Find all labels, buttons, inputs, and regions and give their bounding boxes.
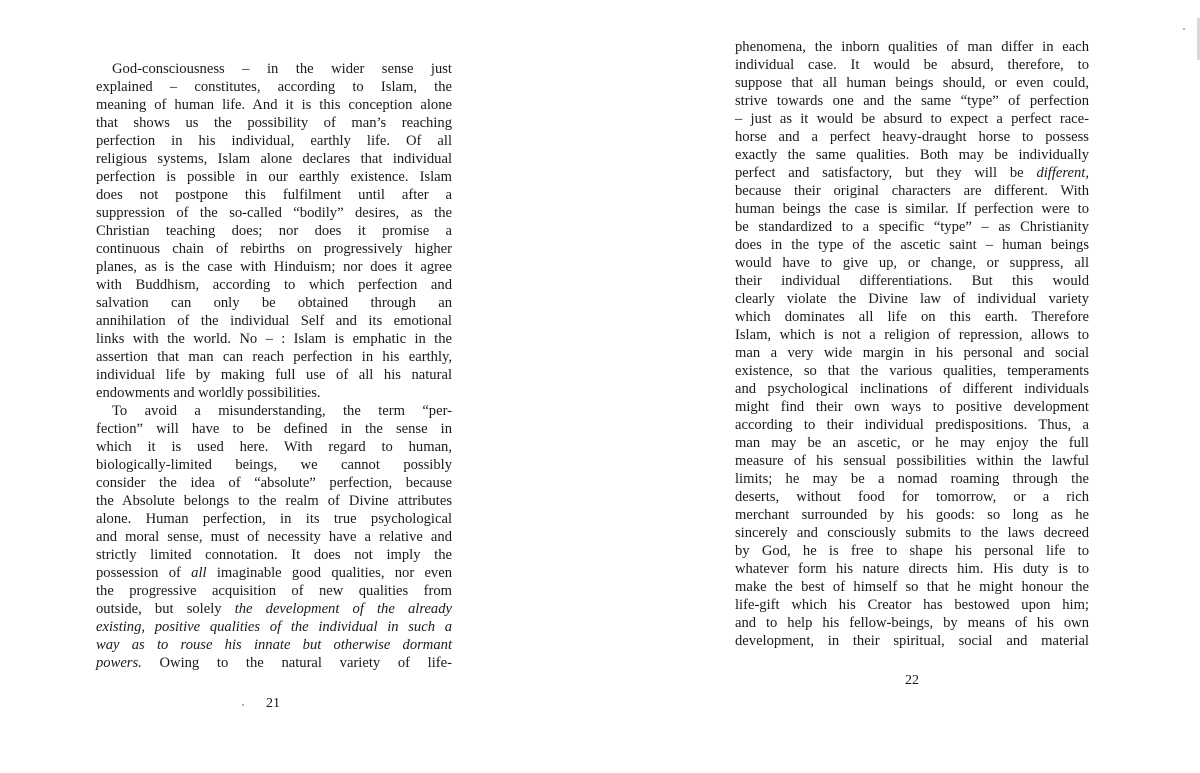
text-line: perfection is possible in our earthly existence. Islam: [96, 169, 452, 185]
text-line: which dominates all life on this earth. Therefore: [735, 309, 1089, 325]
text-line: strive towards one and the same “type” of perfection: [735, 93, 1089, 109]
text-line: that shows us the possibility of man’s reaching: [96, 115, 452, 131]
text-line: and to help his fellow-beings, by means of his own: [735, 615, 1089, 631]
scan-speck: [1183, 28, 1185, 30]
text-line: phenomena, the inborn qualities of man differ in each: [735, 39, 1089, 55]
text-line: exactly the same qualities. Both may be individually: [735, 147, 1089, 163]
text-line: according to their individual predispositions. Thus, a: [735, 417, 1089, 433]
text-line: powers. Owing to the natural variety of life-: [96, 655, 452, 671]
text-line: – just as it would be absurd to expect a perfect race-: [735, 111, 1089, 127]
right-page-body: [735, 38, 1089, 650]
text-line: whatever form his nature directs him. His duty is to: [735, 561, 1089, 577]
text-line: way as to rouse his innate but otherwise dormant: [96, 637, 452, 653]
text-line: To avoid a misunderstanding, the term “per-: [112, 403, 452, 419]
text-line: perfection in his individual, earthly life. Of all: [96, 133, 452, 149]
text-line: links with the world. No – : Islam is emphatic in the: [96, 331, 452, 347]
right-page: [735, 38, 1089, 650]
text-line: measure of his sensual possibilities within the lawful: [735, 453, 1089, 469]
text-line: horse and a perfect heavy-draught horse to possess: [735, 129, 1089, 145]
text-line: alone. Human perfection, in its true psychological: [96, 511, 452, 527]
text-line: possession of all imaginable good qualities, nor even: [96, 565, 453, 581]
text-line: the Absolute belongs to the realm of Divine attributes: [96, 493, 452, 509]
text-line: and psychological inclinations of different individuals: [735, 381, 1089, 397]
text-line: because their original characters are different. With: [735, 183, 1089, 199]
text-line: continuous chain of rebirths on progressively higher: [96, 241, 452, 257]
text-line: individual case. It would be absurd, therefore, to: [735, 57, 1089, 73]
text-line: assertion that man can reach perfection in his earthly,: [96, 349, 452, 365]
text-line: explained – constitutes, according to Islam, the: [96, 79, 452, 95]
text-line: endowments and worldly possibilities.: [96, 385, 321, 401]
text-line: with Buddhism, according to which perfection and: [96, 277, 452, 293]
text-line: suppose that all human beings should, or even could,: [735, 75, 1089, 91]
text-line: deserts, without food for tomorrow, or a rich: [735, 489, 1089, 505]
text-line: God-consciousness – in the wider sense just: [112, 61, 452, 77]
text-line: their individual differentiations. But this would: [735, 273, 1089, 289]
left-page: [96, 60, 452, 672]
text-line: does not postpone this fulfilment until after a: [96, 187, 452, 203]
text-line: clearly violate the Divine law of individual variety: [735, 291, 1089, 307]
text-line: outside, but solely the development of the already: [96, 601, 452, 617]
text-line: limits; he may be a nomad roaming through the: [735, 471, 1089, 487]
text-line: strictly limited connotation. It does not imply the: [96, 547, 452, 563]
text-line: merchant surrounded by his goods: so long as he: [735, 507, 1089, 523]
text-line: meaning of human life. And it is this conception alone: [96, 97, 452, 113]
text-line: life-gift which his Creator has bestowed upon him;: [735, 597, 1089, 613]
text-line: make the best of himself so that he might honour the: [735, 579, 1089, 595]
text-line: and moral sense, must of necessity have a relative and: [96, 529, 452, 545]
text-line: by God, he is free to shape his personal life to: [735, 543, 1089, 559]
text-line: man may be an ascetic, or he may enjoy the full: [735, 435, 1089, 451]
text-line: does in the type of the ascetic saint – human beings: [735, 237, 1089, 253]
text-line: would have to give up, or change, or suppress, all: [735, 255, 1089, 271]
text-line: be standardized to a specific “type” – as Christianity: [735, 219, 1089, 235]
text-line: existence, so that the various qualities, temperaments: [735, 363, 1089, 379]
left-page-body: [96, 60, 452, 672]
text-line: Islam, which is not a religion of repression, allows to: [735, 327, 1089, 343]
text-line: might find their own ways to positive development: [735, 399, 1089, 415]
text-line: fection” will have to be defined in the sense in: [96, 421, 452, 437]
text-line: biologically-limited beings, we cannot possibly: [96, 457, 452, 473]
text-line: consider the idea of “absolute” perfection, because: [96, 475, 452, 491]
text-line: sincerely and consciously submits to the laws decreed: [735, 525, 1089, 541]
scan-speck: [242, 704, 244, 706]
page-number-left: 21: [266, 696, 280, 711]
text-line: existing, positive qualities of the individual in such a: [96, 619, 452, 635]
text-line: suppression of the so-called “bodily” desires, as the: [96, 205, 452, 221]
text-line: annihilation of the individual Self and its emotional: [96, 313, 452, 329]
page-number-right: 22: [905, 673, 919, 688]
text-line: man a very wide margin in his personal and social: [735, 345, 1089, 361]
text-line: individual life by making full use of all his natural: [96, 367, 452, 383]
text-line: development, in their spiritual, social and material: [735, 633, 1089, 649]
text-line: religious systems, Islam alone declares that individual: [96, 151, 452, 167]
text-line: Christian teaching does; nor does it promise a: [96, 223, 452, 239]
text-line: salvation can only be obtained through an: [96, 295, 452, 311]
text-line: the progressive acquisition of new qualities from: [96, 583, 452, 599]
text-line: human beings the case is similar. If perfection were to: [735, 201, 1089, 217]
text-line: which it is used here. With regard to human,: [96, 439, 452, 455]
text-line: planes, as is the case with Hinduism; nor does it agree: [96, 259, 452, 275]
text-line: perfect and satisfactory, but they will be different,: [735, 165, 1089, 181]
